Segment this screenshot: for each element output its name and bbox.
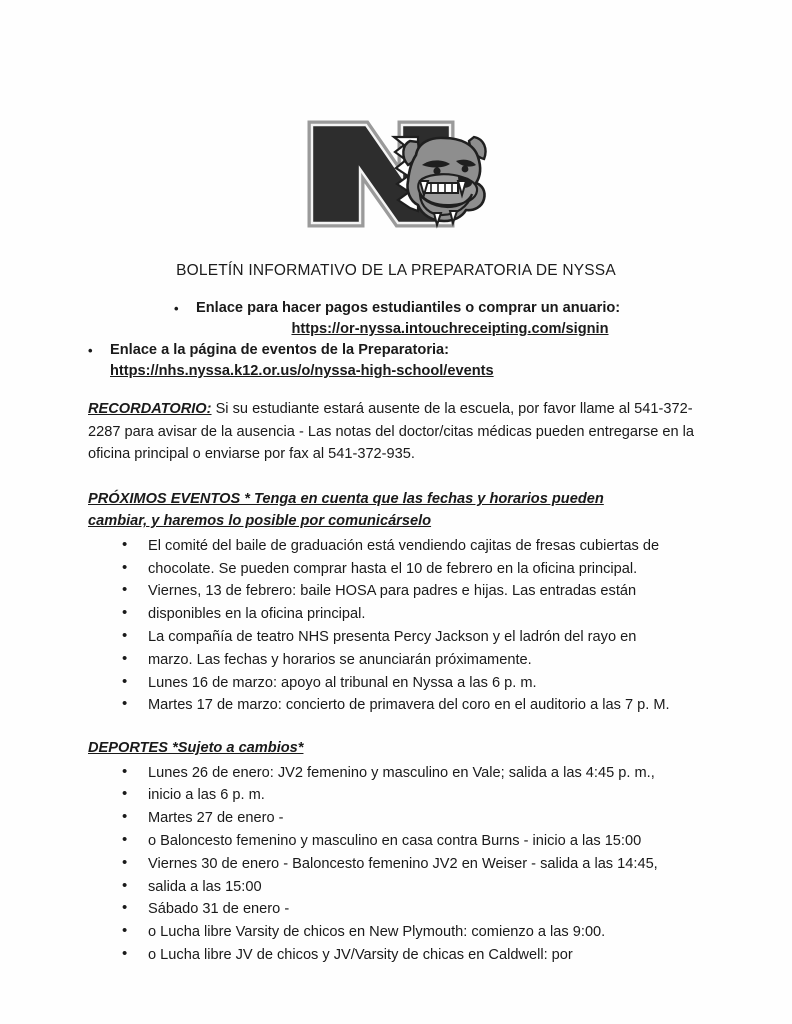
upcoming-events-heading-line2: cambiar, y haremos lo posible por comunicárselo bbox=[88, 513, 432, 530]
list-item: • Martes 17 de marzo: concierto de primavera del coro en el auditorio a las 7 p. M. bbox=[122, 694, 704, 717]
events-link-label: Enlace a la página de eventos de la Preparatoria: bbox=[110, 342, 450, 358]
list-item: • o Lucha libre Varsity de chicos en New Plymouth: comienzo a las 9:00. bbox=[122, 921, 704, 944]
sports-list bbox=[88, 762, 704, 967]
list-item: • marzo. Las fechas y horarios se anunciarán próximamente. bbox=[122, 649, 704, 672]
payments-link-url[interactable]: https://or-nyssa.intouchreceipting.com/signin bbox=[291, 321, 609, 337]
list-item: • chocolate. Se pueden comprar hasta el 10 de febrero en la oficina principal. bbox=[122, 558, 704, 581]
list-item: • Lunes 26 de enero: JV2 femenino y masculino en Vale; salida a las 4:45 p. m., bbox=[122, 762, 704, 785]
list-item: • disponibles en la oficina principal. bbox=[122, 603, 704, 626]
list-item: • o Baloncesto femenino y masculino en casa contra Burns - inicio a las 15:00 bbox=[122, 830, 704, 853]
reminder-paragraph bbox=[88, 398, 704, 466]
upcoming-events-heading-line1: PRÓXIMOS EVENTOS * Tenga en cuenta que las fechas y horarios pueden bbox=[88, 490, 604, 507]
upcoming-events-list bbox=[88, 535, 704, 717]
events-link-url[interactable]: https://nhs.nyssa.k12.or.us/o/nyssa-high-school/events bbox=[110, 363, 494, 379]
bullet-icon: • bbox=[174, 301, 179, 316]
school-logo bbox=[0, 108, 792, 240]
reminder-body-text: Si su estudiante estará ausente de la escuela, por favor llame al 541-372-2287 para avisar de la ausencia - Las notas del doctor/citas médicas pueden entregarse en la oficina principal o enviarse por fax al 541-372-935. bbox=[88, 401, 695, 463]
upcoming-events-heading bbox=[88, 488, 704, 533]
list-item: • La compañía de teatro NHS presenta Percy Jackson y el ladrón del rayo en bbox=[122, 626, 704, 649]
bullet-icon: • bbox=[88, 343, 93, 358]
list-item: • Lunes 16 de marzo: apoyo al tribunal en Nyssa a las 6 p. m. bbox=[122, 672, 704, 695]
sports-heading bbox=[88, 737, 704, 760]
reminder-lead-label: RECORDATORIO: bbox=[88, 401, 212, 417]
list-item: • Sábado 31 de enero - bbox=[122, 898, 704, 921]
list-item: • inicio a las 6 p. m. bbox=[122, 784, 704, 807]
sports-heading-label: DEPORTES *Sujeto a cambios* bbox=[88, 740, 304, 757]
document-body bbox=[88, 298, 704, 967]
payments-link-label: Enlace para hacer pagos estudiantiles o comprar un anuario: bbox=[196, 300, 621, 316]
list-item: • o Lucha libre JV de chicos y JV/Varsity de chicas en Caldwell: por bbox=[122, 944, 704, 967]
list-item: • Martes 27 de enero - bbox=[122, 807, 704, 830]
list-item: • Viernes 30 de enero - Baloncesto femenino JV2 en Weiser - salida a las 14:45, bbox=[122, 853, 704, 876]
links-section bbox=[88, 298, 704, 382]
page-title: BOLETÍN INFORMATIVO DE LA PREPARATORIA DE NYSSA bbox=[176, 262, 616, 279]
list-item: • Viernes, 13 de febrero: baile HOSA para padres e hijas. Las entradas están bbox=[122, 580, 704, 603]
list-item: • El comité del baile de graduación está vendiendo cajitas de fresas cubiertas de bbox=[122, 535, 704, 558]
list-item: • salida a las 15:00 bbox=[122, 876, 704, 899]
list-item-events-link bbox=[88, 340, 704, 361]
nyssa-bulldogs-logo-icon bbox=[298, 111, 494, 237]
list-item-payments-link bbox=[88, 298, 704, 319]
